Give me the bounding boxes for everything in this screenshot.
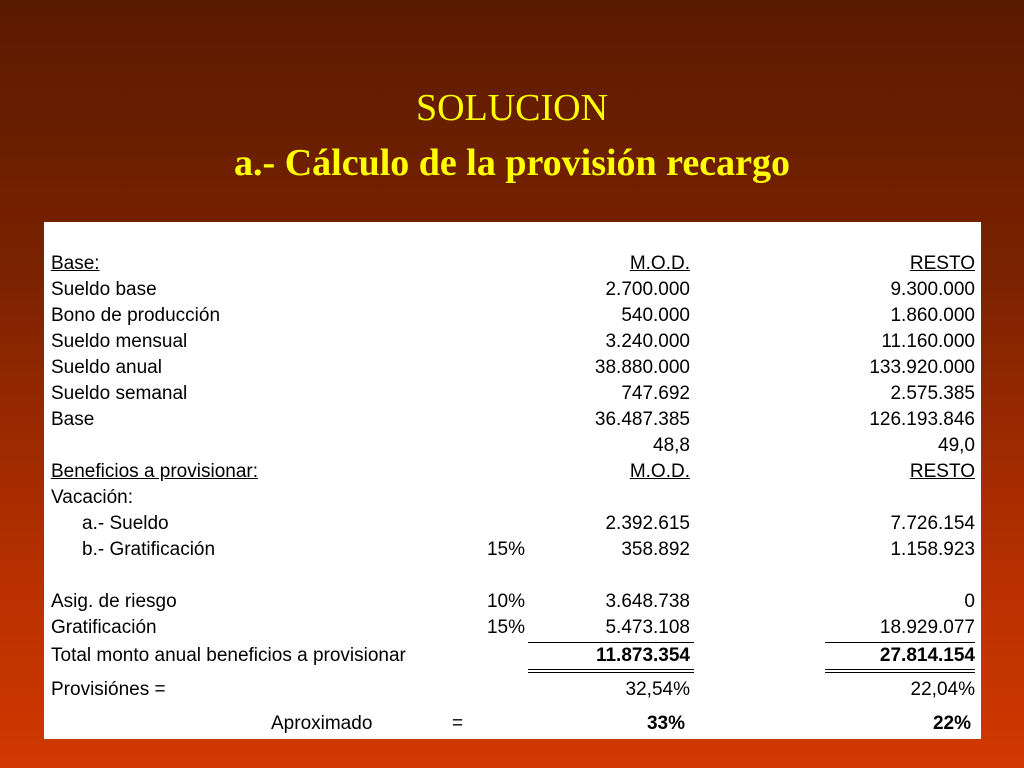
aproximado-row	[44, 711, 981, 737]
double-line-mod-bottom	[528, 672, 694, 673]
table-row	[44, 485, 981, 511]
mod-value: 38.880.000	[594, 357, 690, 378]
resto-value: 49,0	[938, 435, 975, 456]
total-label: Total monto anual beneficios a provisionar	[51, 645, 406, 666]
table-row	[44, 329, 981, 355]
table-row	[44, 615, 981, 641]
slide-subtitle: a.- Cálculo de la provisión recargo	[234, 142, 790, 184]
aproximado-resto-value: 22%	[932, 713, 971, 734]
row-label: Sueldo base	[51, 279, 157, 300]
double-line-resto-bottom	[825, 672, 975, 673]
provisiones-row	[44, 677, 981, 703]
row-label: b.- Gratificación	[82, 539, 216, 560]
table-row	[44, 381, 981, 407]
resto-value: 18.929.077	[879, 617, 975, 638]
percent-value: 15%	[486, 539, 525, 560]
resto-value: 7.726.154	[890, 513, 975, 534]
equals-sign: =	[452, 713, 464, 734]
beneficios-header: Beneficios a provisionar:	[51, 461, 258, 482]
mod-value: 747.692	[621, 383, 690, 404]
slide-title: SOLUCION	[415, 87, 609, 129]
base-header: Base:	[51, 253, 100, 274]
provisiones-resto-value: 22,04%	[910, 679, 975, 700]
mod-header: M.O.D.	[629, 461, 690, 482]
total-resto-value: 27.814.154	[879, 645, 975, 666]
aproximado-mod-value: 33%	[646, 713, 685, 734]
mod-value: 540.000	[621, 305, 690, 326]
row-label: Sueldo semanal	[51, 383, 188, 404]
resto-value: 1.158.923	[890, 539, 975, 560]
resto-header: RESTO	[909, 253, 975, 274]
row-label: Base	[51, 409, 95, 430]
table-row	[44, 511, 981, 537]
beneficios-header-row	[44, 459, 981, 485]
provisiones-mod-value: 32,54%	[625, 679, 690, 700]
mod-value: 3.240.000	[605, 331, 690, 352]
double-line-resto-top	[825, 669, 975, 670]
mod-value: 2.700.000	[605, 279, 690, 300]
table-row	[44, 355, 981, 381]
resto-value: 1.860.000	[890, 305, 975, 326]
mod-header: M.O.D.	[629, 253, 690, 274]
percent-value: 10%	[486, 591, 525, 612]
table-row	[44, 589, 981, 615]
mod-value: 3.648.738	[605, 591, 690, 612]
double-line-mod-top	[528, 669, 694, 670]
row-label: Sueldo mensual	[51, 331, 188, 352]
mod-value: 2.392.615	[605, 513, 690, 534]
table-row	[44, 277, 981, 303]
calculation-table	[44, 222, 981, 739]
resto-value: 2.575.385	[890, 383, 975, 404]
row-label: Asig. de riesgo	[51, 591, 177, 612]
row-label: a.- Sueldo	[82, 513, 169, 534]
mod-value: 48,8	[653, 435, 690, 456]
resto-value: 133.920.000	[869, 357, 975, 378]
mod-value: 358.892	[621, 539, 690, 560]
table-row	[44, 407, 981, 433]
mod-value: 5.473.108	[605, 617, 690, 638]
table-row	[44, 433, 981, 459]
percent-value: 15%	[486, 617, 525, 638]
total-row	[44, 643, 981, 669]
mod-value: 36.487.385	[594, 409, 690, 430]
row-label: Sueldo anual	[51, 357, 162, 378]
table-row	[44, 537, 981, 563]
row-label: Vacación:	[51, 487, 134, 508]
table-row	[44, 303, 981, 329]
row-label: Gratificación	[51, 617, 157, 638]
resto-value: 11.160.000	[881, 331, 975, 352]
provisiones-label: Provisiónes =	[51, 679, 166, 700]
resto-value: 126.193.846	[869, 409, 975, 430]
resto-header: RESTO	[909, 461, 975, 482]
row-label: Bono de producción	[51, 305, 221, 326]
aproximado-label: Aproximado	[271, 713, 373, 734]
total-mod-value: 11.873.354	[595, 645, 690, 666]
header-row	[44, 251, 981, 277]
resto-value: 0	[964, 591, 975, 612]
resto-value: 9.300.000	[890, 279, 975, 300]
